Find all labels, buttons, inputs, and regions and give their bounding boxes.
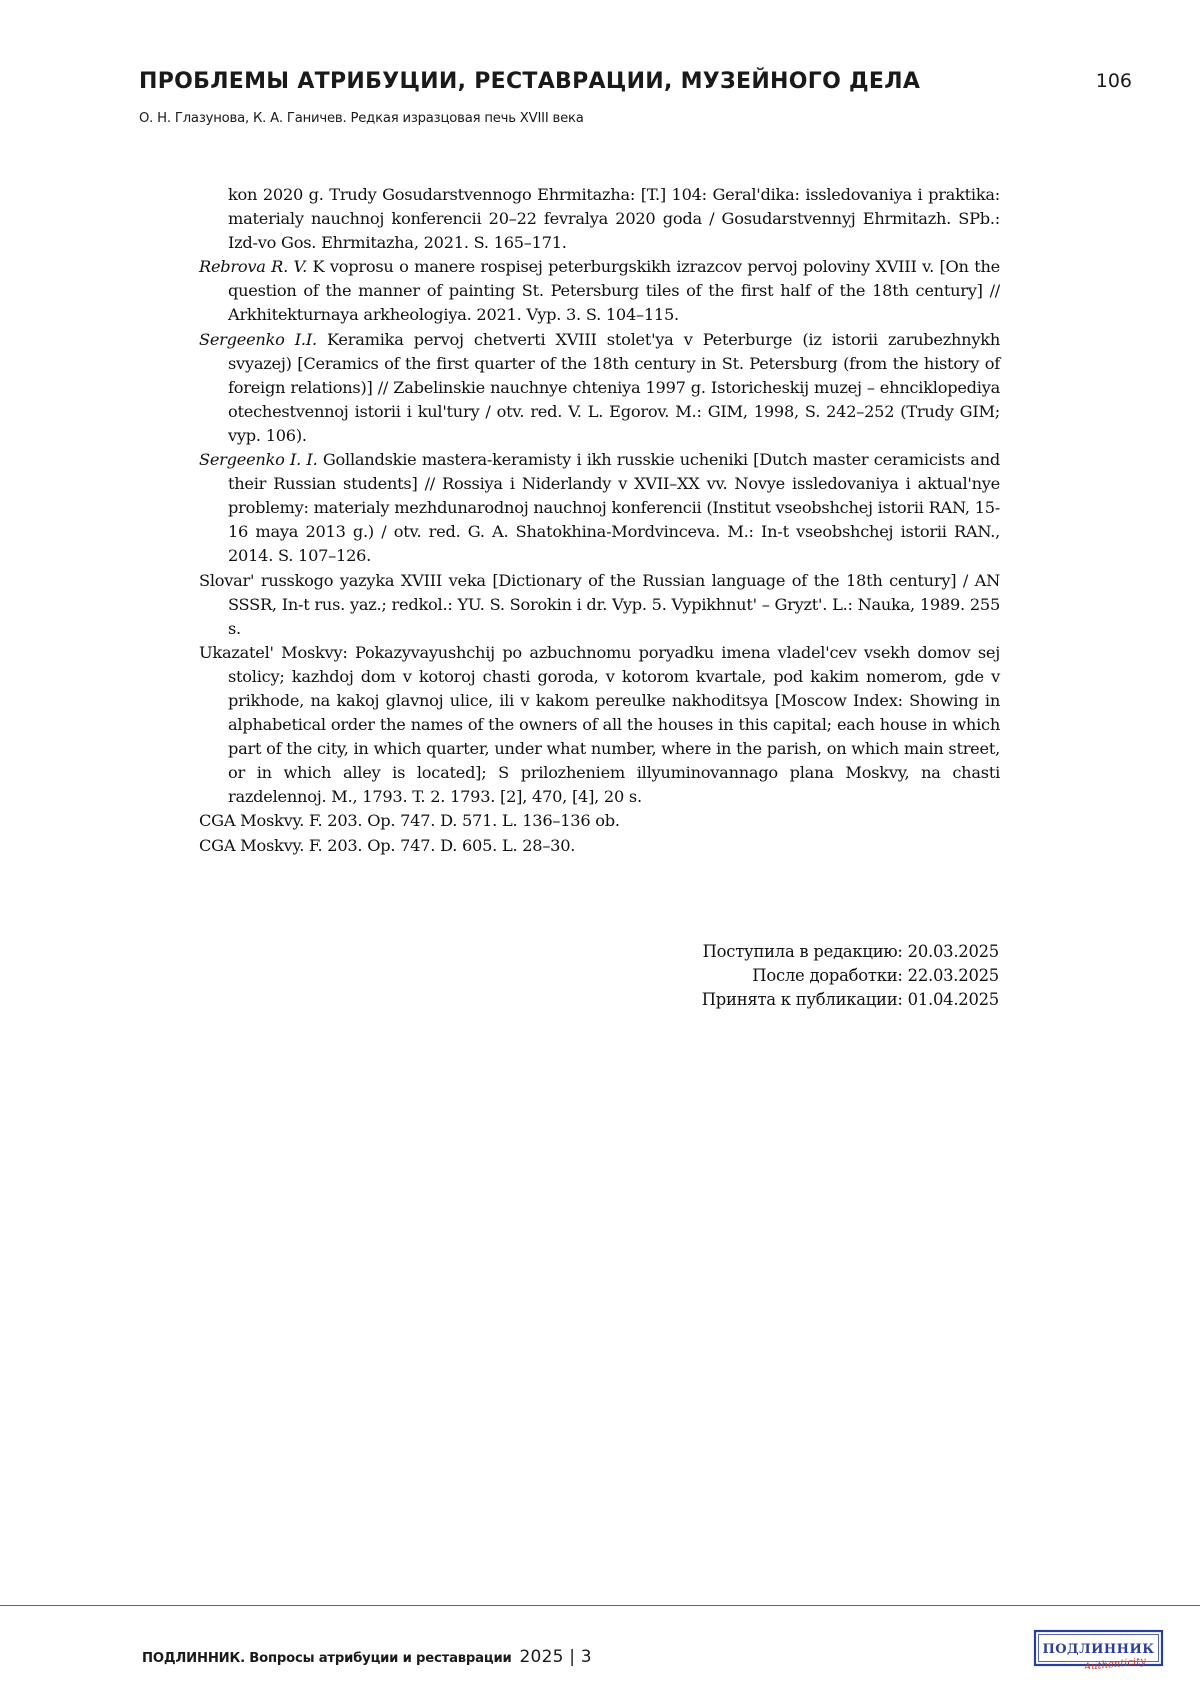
journal-section-title: ПРОБЛЕМЫ АТРИБУЦИИ, РЕСТАВРАЦИИ, МУЗЕЙНОГО ДЕЛА [139,69,920,94]
submission-dates [702,940,999,1012]
reference-entry [199,255,1000,327]
reference-text: Slovar' russkogo yazyka XVIII veka [Dictionary of the Russian language of the 18th century] / AN SSSR, In-t rus. yaz.; redkol.: YU. S. Sorokin i dr. Vyp. 5. Vypikhnut' – Gryzt'. L.: Nauka, 1989. 255 s. [199,571,1000,638]
reference-author: Rebrova R. V. [199,257,307,276]
footer-journal-title [142,1647,592,1667]
journal-stamp-logo [1033,1629,1164,1669]
stamp-script: Authenticity [1082,1656,1146,1669]
reference-entry [199,328,1000,448]
reference-text: CGA Moskvy. F. 203. Op. 747. D. 571. L. 136–136 ob. [199,811,620,830]
footer-issue-number: 2025 | 3 [520,1647,592,1667]
reference-entry [199,809,1000,833]
reference-author: Sergeenko I. I. [199,450,317,469]
reference-text: CGA Moskvy. F. 203. Op. 747. D. 605. L. 28–30. [199,836,575,855]
reference-entry [199,183,1000,255]
reference-entry [199,834,1000,858]
footer-divider [0,1605,1200,1606]
footer-journal-name: ПОДЛИННИК. [142,1651,245,1666]
reference-entry [199,448,1000,568]
footer-journal-subtitle: Вопросы атрибуции и реставрации [245,1651,512,1666]
reference-entry [199,641,1000,810]
reference-text: K voprosu o manere rospisej peterburgskikh izrazcov pervoj poloviny XVIII v. [On the question of the manner of painting St. Petersburg tiles of the first half of the 18th century] // Arkhitekturnaya arkheologiya. 2021. Vyp. 3. S. 104–115. [228,257,1000,324]
article-page [0,0,1200,1697]
date-revised: После доработки: 22.03.2025 [702,964,999,988]
date-accepted: Принята к публикации: 01.04.2025 [702,988,999,1012]
reference-list [199,183,1000,858]
reference-text: kon 2020 g. Trudy Gosudarstvennogo Ehrmitazha: [T.] 104: Geral'dika: issledovaniya i praktika: materialy nauchnoj konferencii 20–22 fevralya 2020 goda / Gosudarstvennyj Ehrmitazh. SPb.: Izd-vo Gos. Ehrmitazha, 2021. S. 165–171. [228,185,1000,252]
reference-entry [199,569,1000,641]
stamp-word: ПОДЛИННИК [1042,1642,1154,1657]
article-byline: О. Н. Глазунова, К. А. Ганичев. Редкая изразцовая печь XVIII века [139,111,584,126]
reference-author: Sergeenko I.I. [199,330,317,349]
page-number: 106 [1096,70,1132,92]
date-received: Поступила в редакцию: 20.03.2025 [702,940,999,964]
reference-text: Gollandskie mastera-keramisty i ikh russkie ucheniki [Dutch master ceramicists and their Russian students] // Rossiya i Niderlandy v XVII–XX vv. Novye issledovaniya i aktual'nye problemy: materialy mezhdunarodnoj nauchnoj konferencii (Institut vseobshchej istorii RAN, 15-16 maya 2013 g.) / otv. red. G. A. Shatokhina-Mordvinceva. M.: In-t vseobshchej istorii RAN., 2014. S. 107–126. [228,450,1000,565]
reference-text: Keramika pervoj chetverti XVIII stolet'ya v Peterburge (iz istorii zarubezhnykh svyazej) [Ceramics of the first quarter of the 18th century in St. Petersburg (from the history of foreign relations)] // Zabelinskie nauchnye chteniya 1997 g. Istoricheskij muzej – ehnciklopediya otechestvennoj istorii i kul'tury / otv. red. V. L. Egorov. M.: GIM, 1998, S. 242–252 (Trudy GIM; vyp. 106). [228,330,1000,445]
reference-text: Ukazatel' Moskvy: Pokazyvayushchij po azbuchnomu poryadku imena vladel'cev vsekh domov sej stolicy; kazhdoj dom v kotoroj chasti goroda, v kotorom kvartale, pod kakim nomerom, gde v prikhode, na kakoj glavnoj ulice, ili v kakom pereulke nakhoditsya [Moscow Index: Showing in alphabetical order the names of the owners of all the houses in this capital; each house in which part of the city, in which quarter, under what number, where in the parish, on which main street, or in which alley is located]; S prilozheniem illyuminovannago plana Moskvy, na chasti razdelennoj. M., 1793. T. 2. 1793. [2], 470, [4], 20 s. [199,643,1000,807]
